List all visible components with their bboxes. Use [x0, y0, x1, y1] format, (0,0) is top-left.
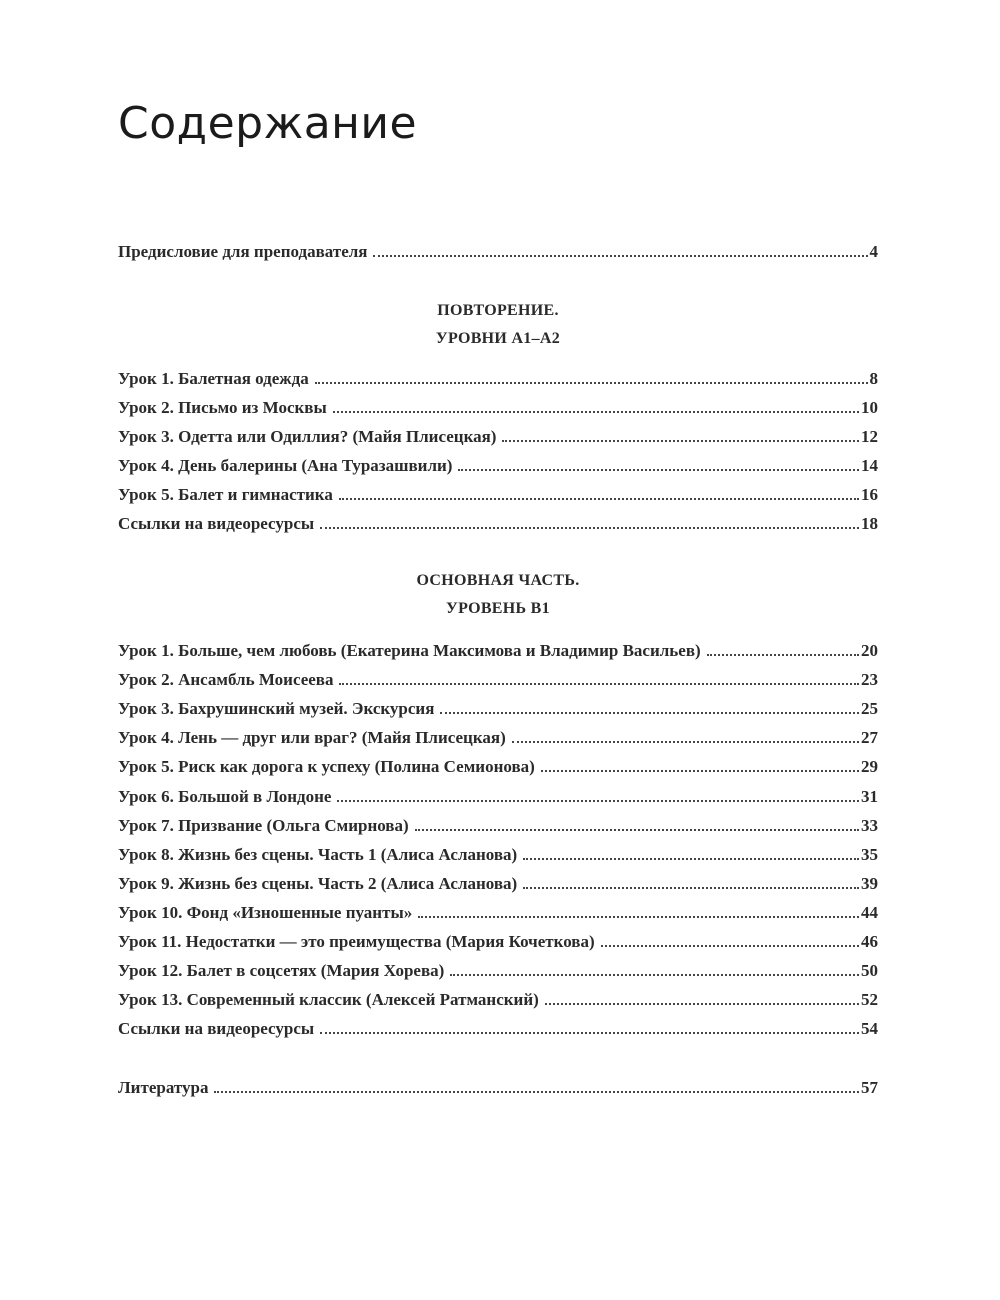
toc-entry[interactable]	[118, 873, 878, 895]
dot-leader	[541, 756, 859, 772]
dot-leader	[601, 931, 859, 947]
toc-entry[interactable]	[118, 815, 878, 837]
toc-entry-label: Урок 6. Большой в Лондоне	[118, 786, 332, 806]
toc-entry[interactable]	[118, 786, 878, 808]
toc-entry-label: Урок 3. Одетта или Одиллия? (Майя Плисецкая)	[118, 427, 497, 446]
toc-entry-label: Ссылки на видеоресурсы	[118, 514, 315, 533]
toc-entry[interactable]	[118, 484, 878, 506]
toc-entry-label: Урок 4. Лень — друг или враг? (Майя Плисецкая)	[118, 728, 506, 748]
toc-page-number: 4	[869, 242, 878, 261]
dot-leader	[214, 1077, 859, 1093]
toc-entry[interactable]	[118, 931, 878, 953]
toc-entry-label: Урок 2. Письмо из Москвы	[118, 398, 327, 417]
section-heading-main: ОСНОВНАЯ ЧАСТЬ.	[416, 572, 580, 589]
toc-entry[interactable]	[118, 844, 878, 866]
toc-page-number: 14	[861, 456, 878, 475]
dot-leader	[339, 669, 859, 685]
toc-entry[interactable]	[118, 727, 878, 749]
toc-page-number: 52	[861, 990, 878, 1010]
dot-leader	[523, 873, 859, 889]
dot-leader	[337, 786, 859, 802]
toc-entry-label: Урок 9. Жизнь без сцены. Часть 2 (Алиса Асланова)	[118, 873, 518, 893]
toc-page-number: 33	[861, 815, 878, 835]
toc-page-number: 12	[861, 427, 878, 446]
toc-entry-label: Урок 1. Балетная одежда	[118, 369, 309, 388]
section-heading-main-level: УРОВЕНЬ В1	[446, 600, 550, 617]
toc-entry[interactable]	[118, 426, 878, 448]
dot-leader	[523, 844, 859, 860]
toc-page-number: 16	[861, 485, 878, 504]
toc-entry-label: Урок 10. Фонд «Изношенные пуанты»	[118, 902, 413, 922]
toc-entry[interactable]	[118, 640, 878, 662]
dot-leader	[320, 1018, 859, 1034]
toc-entry-label: Урок 13. Современный классик (Алексей Ратманский)	[118, 990, 539, 1010]
toc-entry-label: Урок 11. Недостатки — это преимущества (Мария Кочеткова)	[118, 932, 595, 951]
toc-entry-preface[interactable]	[118, 241, 878, 263]
toc-entry[interactable]	[118, 1018, 878, 1040]
toc-entry[interactable]	[118, 960, 878, 982]
toc-page-number: 23	[861, 670, 878, 690]
toc-entry[interactable]	[118, 989, 878, 1011]
toc-entry-label: Урок 12. Балет в соцсетях (Мария Хорева)	[118, 961, 445, 981]
toc-page-number: 31	[861, 786, 878, 806]
section-heading-review: ПОВТОРЕНИЕ.	[437, 302, 559, 319]
toc-page-number: 39	[861, 873, 878, 893]
dot-leader	[458, 455, 859, 471]
toc-page-number: 54	[861, 1019, 878, 1039]
toc-page-number: 8	[869, 369, 878, 388]
dot-leader	[339, 484, 859, 500]
toc-page-number: 57	[861, 1078, 878, 1097]
toc-entry[interactable]	[118, 902, 878, 924]
toc-entry-label: Урок 1. Больше, чем любовь (Екатерина Максимова и Владимир Васильев)	[118, 641, 701, 660]
toc-entry-label: Урок 7. Призвание (Ольга Смирнова)	[118, 815, 409, 835]
dot-leader	[440, 698, 859, 714]
toc-entry[interactable]	[118, 513, 878, 535]
toc-entry-label: Литература	[118, 1078, 209, 1097]
toc-page-number: 18	[861, 514, 878, 533]
dot-leader	[333, 397, 859, 413]
dot-leader	[502, 426, 859, 442]
toc-entry[interactable]	[118, 397, 878, 419]
dot-leader	[450, 960, 859, 976]
toc-page-number: 29	[861, 757, 878, 777]
toc-entry-label: Предисловие для преподавателя	[118, 242, 368, 261]
dot-leader	[545, 989, 859, 1005]
toc-entry[interactable]	[118, 669, 878, 691]
toc-page-number: 35	[861, 844, 878, 864]
toc-entry-label: Урок 4. День балерины (Ана Туразашвили)	[118, 456, 453, 475]
page-title: Содержание	[118, 98, 418, 149]
dot-leader	[415, 815, 859, 831]
toc-entry-literature[interactable]	[118, 1077, 878, 1099]
dot-leader	[373, 241, 867, 257]
toc-entry[interactable]	[118, 756, 878, 778]
toc-entry-label: Урок 5. Балет и гимнастика	[118, 485, 333, 504]
dot-leader	[320, 513, 859, 529]
toc-page-number: 44	[861, 902, 878, 922]
toc-page-number: 46	[861, 932, 878, 951]
toc-entry[interactable]	[118, 368, 878, 390]
toc-entry-label: Урок 5. Риск как дорога к успеху (Полина Семионова)	[118, 757, 535, 777]
toc-page-number: 50	[861, 961, 878, 981]
dot-leader	[512, 727, 859, 743]
toc-entry-label: Урок 8. Жизнь без сцены. Часть 1 (Алиса Асланова)	[118, 844, 518, 864]
toc-page-number: 25	[861, 699, 878, 719]
dot-leader	[315, 368, 868, 384]
section-heading-review-levels: УРОВНИ А1–А2	[435, 330, 561, 347]
toc-page-number: 20	[861, 641, 878, 660]
toc-entry-label: Урок 3. Бахрушинский музей. Экскурсия	[118, 699, 435, 719]
toc-entry-label: Ссылки на видеоресурсы	[118, 1019, 315, 1039]
toc-page-number: 27	[861, 728, 878, 748]
toc-entry-label: Урок 2. Ансамбль Моисеева	[118, 670, 334, 690]
dot-leader	[707, 640, 859, 656]
dot-leader	[418, 902, 859, 918]
toc-entry[interactable]	[118, 698, 878, 720]
toc-page-number: 10	[861, 398, 878, 417]
toc-entry[interactable]	[118, 455, 878, 477]
